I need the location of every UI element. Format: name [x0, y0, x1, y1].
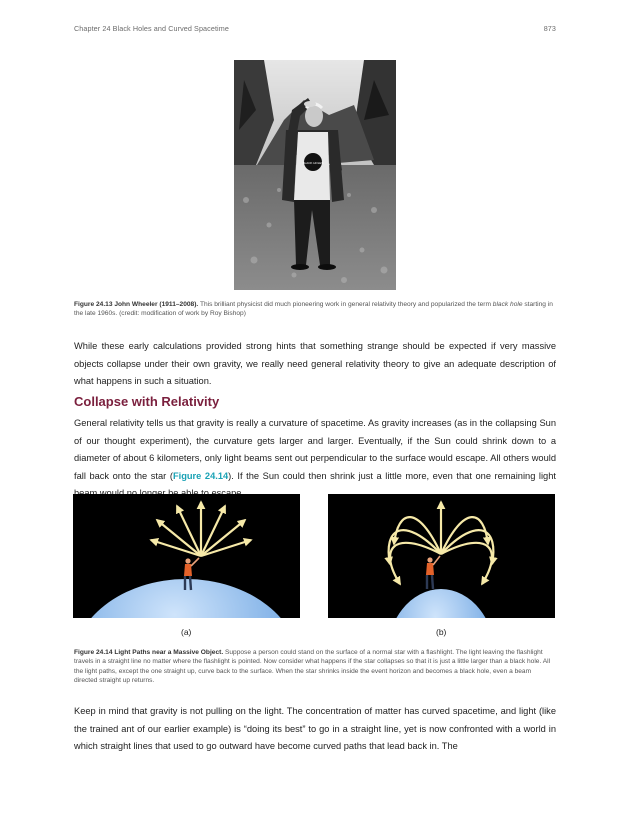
caption-term: black hole: [492, 301, 523, 308]
figure-24-14-panel-a: [73, 494, 300, 618]
figure-24-14-panel-b: [328, 494, 555, 618]
figure-24-14-caption: [74, 648, 556, 686]
paragraph-3: Keep in mind that gravity is not pulling on the light. The concentration of matter has curved spacetime, and light (like the trained ant of our earlier example) is “doing its best” to go in a straight line, yet is now confronted with a world in which straight lines that used to go outward have become curved paths that lead back in. The: [74, 706, 556, 752]
section-heading: Collapse with Relativity: [74, 394, 220, 409]
chapter-title: Chapter 24 Black Holes and Curved Spacetime: [74, 24, 229, 33]
paragraph-2-text-after: ). If the Sun could then shrink just a little more, even that one remaining light: [228, 470, 556, 481]
shirt-text: BLACK HOLES: [302, 161, 324, 165]
figure-24-14-text: Suppose a person could stand on the surface of a normal star with a flashlight. The light leaving the flashlight travels in a straight line no matter where the flashlight is pointed. Now consider what happens if the star collapses so that it is just a little larger than a black hole. All the light paths, except the one straight up, curve back to the surface. When the star shrinks inside the event horizon and becomes a black hole, even a beam directed straight up returns.: [74, 649, 551, 685]
paragraph-2: [74, 415, 556, 503]
figure-24-14-label: Figure 24.14 Light Paths near a Massive Object.: [74, 649, 224, 656]
caption-text-after: starting in the late 1960s. (credit: modification of work by Roy Bishop): [74, 301, 553, 318]
figure-24-13-label: Figure 24.13 John Wheeler (1911–2008).: [74, 301, 199, 308]
panel-a-label: (a): [181, 627, 192, 637]
figure-24-14-link[interactable]: Figure 24.14: [172, 470, 229, 481]
figure-24-13-caption: [74, 300, 556, 319]
john-wheeler-photo: [234, 60, 396, 290]
running-header: [74, 24, 556, 36]
caption-text-before: This brilliant physicist did much pioneering work in general relativity theory and popularized the term: [198, 301, 493, 308]
paragraph-1: While these early calculations provided strong hints that something strange should be expected if very massive objects collapse under their own gravity, we really need general relativity theory to give an adequate description of what happens in such a situation.: [74, 341, 556, 387]
panel-b-label: (b): [436, 627, 447, 637]
page-number: 873: [543, 24, 556, 33]
paragraph-2-text-before: General relativity tells us that gravity is really a curvature of spacetime. As gravity increases (as in the collapsing Sun of our thought experiment), the curvature gets larger and larger. Eventually, if the Sun could shrink down to a diameter of about 6 kilometers, only light beams sent out perpendicular to the surface would escape. All others would fall back onto the star (: [74, 418, 556, 481]
